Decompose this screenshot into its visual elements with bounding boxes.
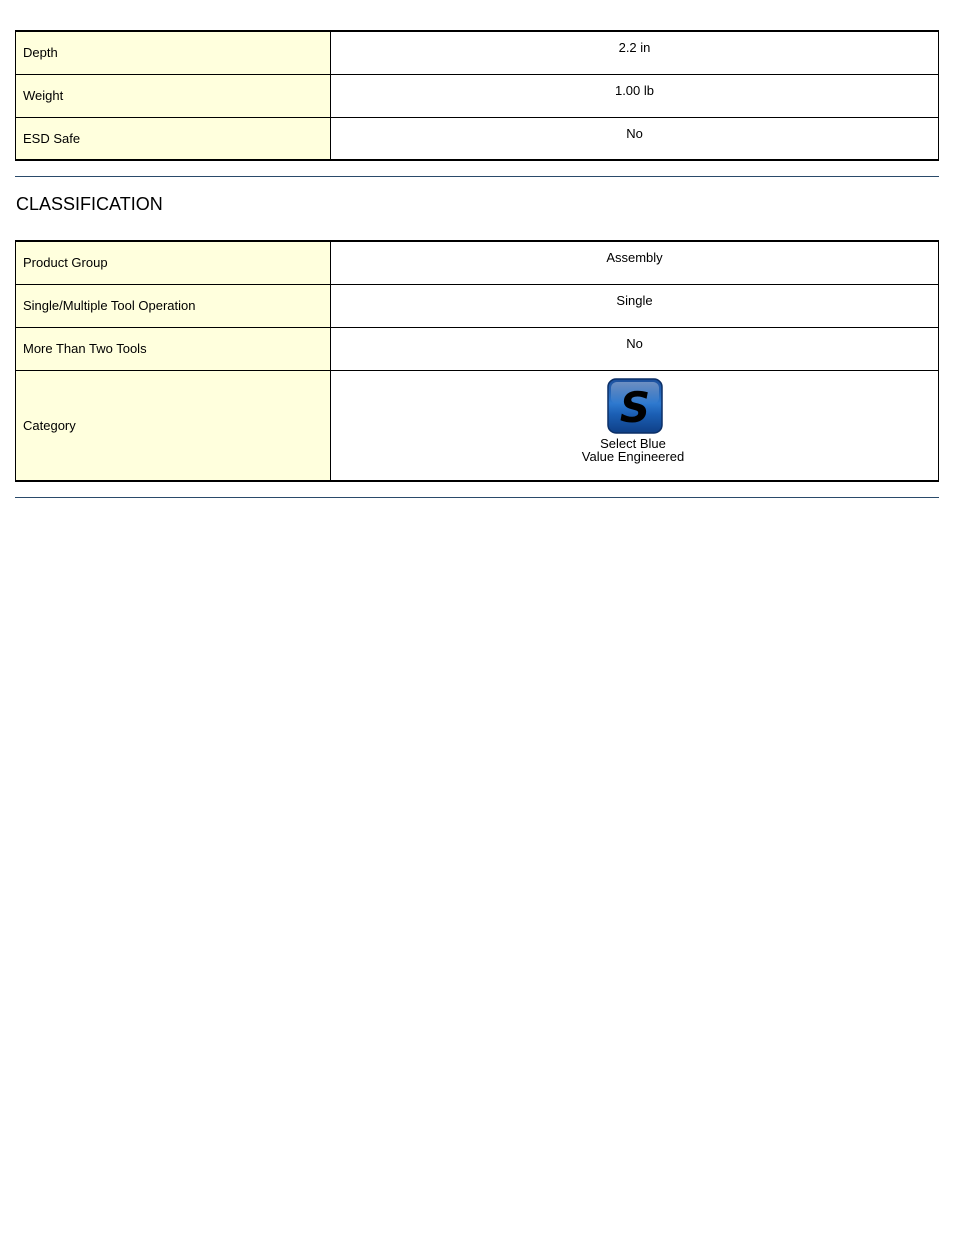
table-row [16,327,939,370]
spec-value: No [331,327,939,370]
specifications-table [15,30,939,161]
spec-label: More Than Two Tools [16,327,331,370]
section-divider [15,497,939,498]
table-row [16,370,939,481]
spec-value: Single [331,284,939,327]
spec-value: 2.2 in [331,31,939,74]
category-badge [331,378,938,463]
spec-value: 1.00 lb [331,74,939,117]
category-line-2: Value Engineered [581,448,685,464]
table-row [16,117,939,160]
spec-value: No [331,117,939,160]
table-row [16,241,939,284]
spec-label: Category [16,370,331,481]
table-row [16,284,939,327]
spec-label: Weight [16,74,331,117]
spec-label: Single/Multiple Tool Operation [16,284,331,327]
spec-label: Product Group [16,241,331,284]
badge-letter: S [619,382,650,432]
section-title: CLASSIFICATION [16,194,163,214]
table-row [16,31,939,74]
table-row [16,74,939,117]
spec-label: Depth [16,31,331,74]
classification-table [15,240,939,482]
section-divider [15,176,939,177]
select-blue-s-icon [607,378,663,434]
category-line-1: Select Blue [600,435,666,451]
category-value [331,370,939,481]
spec-value: Assembly [331,241,939,284]
spec-label: ESD Safe [16,117,331,160]
